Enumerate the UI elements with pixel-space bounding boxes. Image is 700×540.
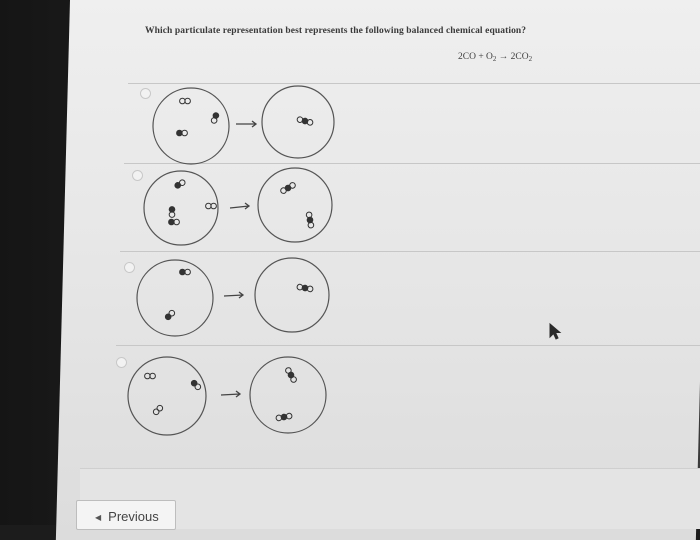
previous-button[interactable] (76, 500, 176, 530)
equation-reactants: 2CO + O (458, 52, 493, 62)
molecule-icon (180, 98, 191, 104)
right-arrow-icon (236, 121, 256, 127)
product-circle (250, 357, 326, 433)
equation-subscript-o2: 2 (492, 55, 497, 63)
molecule-icon (169, 207, 175, 218)
equation-subscript-co2: 2 (528, 55, 533, 63)
right-arrow-icon (221, 391, 240, 397)
question-text: Which particulate representation best represents the following balanced chemical equation? (145, 26, 527, 36)
chevron-left-icon: ◀ (95, 513, 102, 522)
product-circle (255, 258, 329, 332)
molecule-icon (190, 379, 202, 391)
option-a-diagram (153, 86, 334, 164)
reactant-circle (128, 357, 206, 435)
reactant-circle (137, 260, 213, 336)
option-c-diagram (137, 258, 329, 336)
option-d-diagram (128, 357, 326, 435)
equation-products: → 2CO (496, 52, 529, 62)
right-arrow-icon (224, 292, 243, 298)
molecule-icon (285, 367, 298, 384)
molecule-icon (297, 116, 314, 126)
option-b-diagram (144, 168, 332, 245)
molecule-icon (180, 269, 191, 275)
molecule-icon (206, 203, 217, 209)
molecule-icon (306, 212, 314, 229)
molecule-icon (169, 219, 180, 225)
reactant-circle (153, 88, 229, 164)
molecule-icon (152, 404, 164, 416)
molecule-icon (164, 309, 176, 321)
molecule-icon (211, 112, 220, 124)
molecule-icon (177, 130, 188, 136)
molecule-icon (280, 182, 297, 195)
molecule-icon (174, 179, 186, 189)
molecule-icon (297, 284, 314, 292)
molecule-icon (276, 413, 293, 421)
previous-button-label: Previous (108, 509, 159, 524)
product-circle (258, 168, 332, 242)
mouse-pointer-icon (548, 322, 564, 342)
molecule-icon (145, 373, 156, 379)
right-arrow-icon (230, 203, 249, 209)
